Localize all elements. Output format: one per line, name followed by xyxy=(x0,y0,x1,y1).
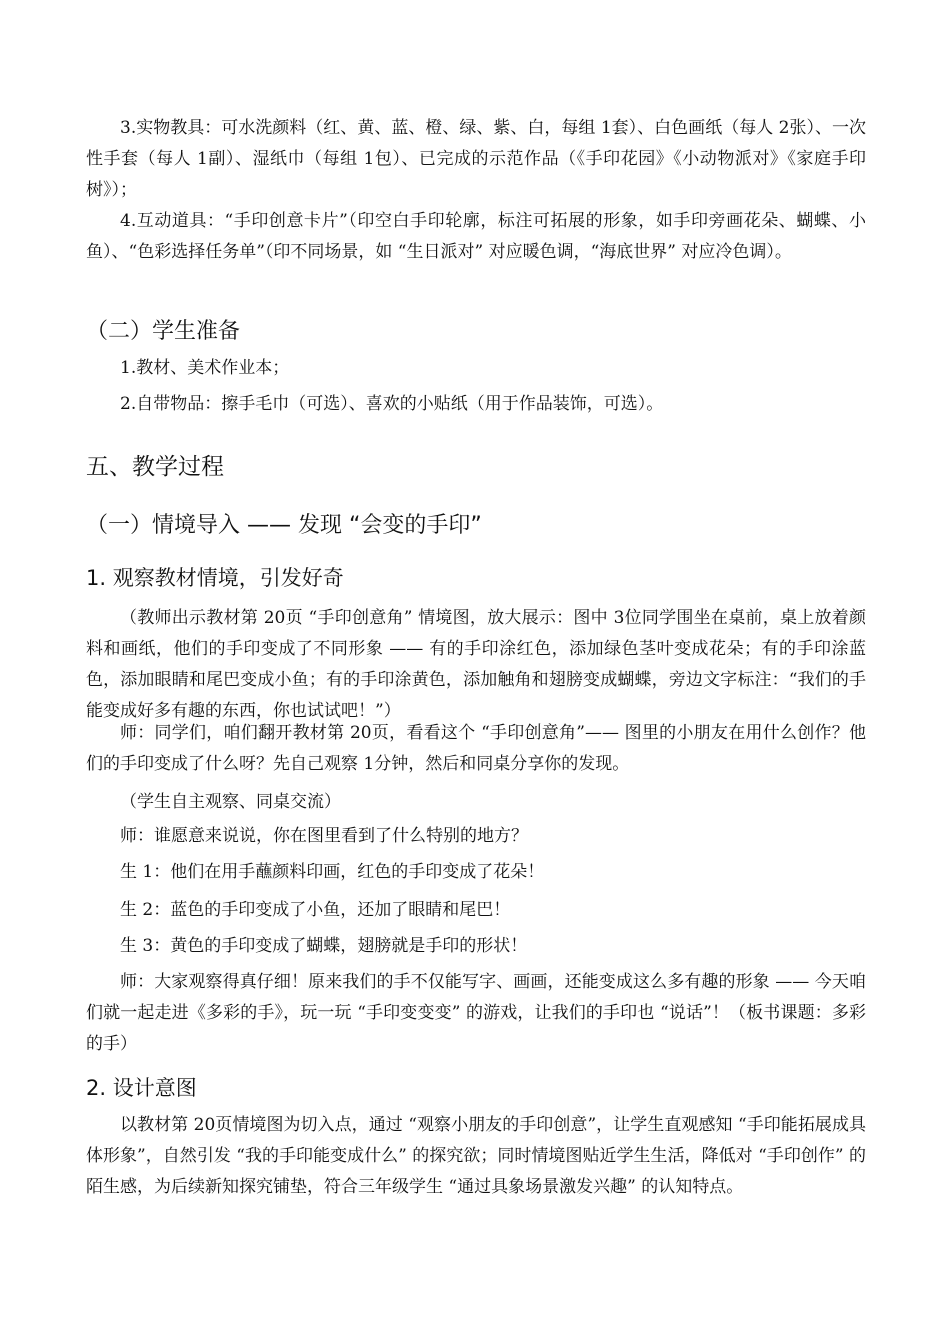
prep-item-4: 4.互动道具：“手印创意卡片”（印空白手印轮廓，标注可拓展的形象，如手印旁画花朵、蝴蝶、小鱼）、“色彩选择任务单”（印不同场景，如 “生日派对” 对应暖色调，“海底世界” 对应冷色调）。 xyxy=(86,211,866,262)
body-paragraph: 师：谁愿意来说说，你在图里看到了什么特别的地方？ xyxy=(120,826,528,846)
body-paragraph: 师：同学们，咱们翻开教材第 20页，看看这个 “手印创意角”—— 图里的小朋友在用什么创作？他们的手印变成了什么呀？先自己观察 1分钟，然后和同桌分享你的发现。 xyxy=(86,723,866,774)
body-paragraph: 生 2：蓝色的手印变成了小鱼，还加了眼睛和尾巴！ xyxy=(120,900,511,920)
prep-item-3: 3.实物教具：可水洗颜料（红、黄、蓝、橙、绿、紫、白，每组 1套）、白色画纸（每人 2张）、一次性手套（每人 1副）、湿纸巾（每组 1包）、已完成的示范作品（《手印花园》《小动物派对》《家庭手印树》）； xyxy=(86,118,866,200)
student-prep-item-2: 2.自带物品：擦手毛巾（可选）、喜欢的小贴纸（用于作品装饰，可选）。 xyxy=(120,394,664,414)
body-paragraph: 生 3：黄色的手印变成了蝴蝶，翅膀就是手印的形状！ xyxy=(120,936,528,956)
body-paragraph: 师：大家观察得真仔细！原来我们的手不仅能写字、画画，还能变成这么多有趣的形象 —— 今天咱们就一起走进《多彩的手》，玩一玩 “手印变变变” 的游戏，让我们的手印也 “说话”！（板书课题：多彩的手） xyxy=(86,972,866,1054)
design-intent-paragraph: 以教材第 20页情境图为切入点，通过 “观察小朋友的手印创意”，让学生直观感知 “手印能拓展成具体形象”，自然引发 “我的手印能变成什么” 的探究欲；同时情境图贴近学生生活，降低对 “手印创作” 的陌生感，为后续新知探究铺垫，符合三年级学生 “通过具象场景激发兴趣” 的认知特点。 xyxy=(86,1115,866,1197)
body-paragraph: （教师出示教材第 20页 “手印创意角” 情境图，放大展示：图中 3位同学围坐在桌前，桌上放着颜料和画纸，他们的手印变成了不同形象 —— 有的手印涂红色，添加绿色茎叶变成花朵；有的手印涂蓝色，添加眼睛和尾巴变成小鱼；有的手印涂黄色，添加触角和翅膀变成蝴蝶，旁边文字标注：“我们的手能变成好多有趣的东西，你也试试吧！”） xyxy=(86,608,866,721)
body-paragraph: （学生自主观察、同桌交流） xyxy=(120,792,341,812)
sub-heading-observe: 1. 观察教材情境，引发好奇 xyxy=(86,566,344,590)
subsection-heading-situation-intro: （一）情境导入 —— 发现 “会变的手印” xyxy=(86,513,482,538)
body-paragraph: 生 1：他们在用手蘸颜料印画，红色的手印变成了花朵！ xyxy=(120,862,545,882)
sub-heading-design-intent: 2. 设计意图 xyxy=(86,1076,197,1100)
student-prep-item-1: 1.教材、美术作业本； xyxy=(120,358,290,378)
section-heading-teaching-process: 五、教学过程 xyxy=(86,454,224,480)
student-prep-heading: （二）学生准备 xyxy=(86,319,241,344)
